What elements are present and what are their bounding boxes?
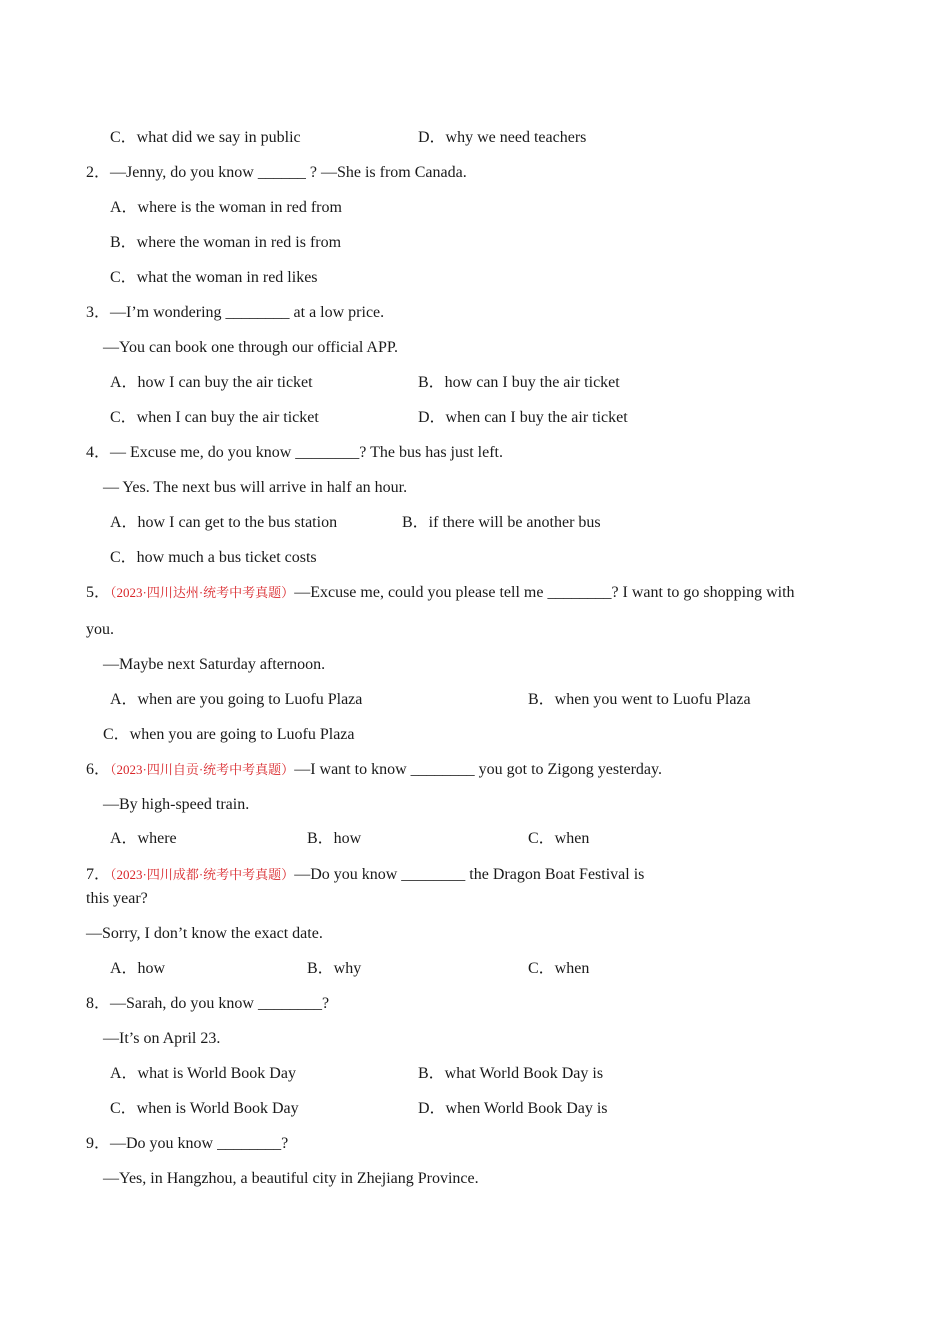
q4-option-b: B．if there will be another bus bbox=[402, 514, 601, 531]
q8-option-b: B．what World Book Day is bbox=[418, 1065, 604, 1082]
q6-reply: —By high-speed train. bbox=[103, 796, 250, 813]
q5-stem-line bbox=[86, 583, 795, 603]
q5-stem-continued: you. bbox=[86, 621, 114, 638]
q7-option-b: B．why bbox=[307, 960, 362, 977]
q9-stem: 9．—Do you know ________? bbox=[86, 1135, 289, 1152]
q3-option-c: C．when I can buy the air ticket bbox=[110, 409, 319, 426]
q8-option-c: C．when is World Book Day bbox=[110, 1100, 299, 1117]
q3-option-a: A．how I can buy the air ticket bbox=[110, 374, 313, 391]
q4-option-c: C．how much a bus ticket costs bbox=[110, 549, 317, 566]
q6-stem-line bbox=[86, 760, 662, 780]
q6-number: 6． bbox=[86, 761, 111, 778]
q6-source-tag: （2023·四川自贡·统考中考真题） bbox=[110, 762, 295, 777]
q1-option-c: C．what did we say in public bbox=[110, 129, 301, 146]
q2-option-c: C．what the woman in red likes bbox=[110, 269, 318, 286]
q2-stem: 2．—Jenny, do you know ______ ? —She is from Canada. bbox=[86, 164, 467, 181]
q7-source-tag: （2023·四川成都·统考中考真题） bbox=[110, 867, 295, 882]
q6-option-b: B．how bbox=[307, 830, 362, 847]
q5-option-b: B．when you went to Luofu Plaza bbox=[528, 691, 751, 708]
q5-option-c: C．when you are going to Luofu Plaza bbox=[103, 726, 355, 743]
q8-reply: —It’s on April 23. bbox=[103, 1030, 221, 1047]
q6-option-c: C．when bbox=[528, 830, 590, 847]
q4-reply: — Yes. The next bus will arrive in half an hour. bbox=[103, 479, 408, 496]
q3-reply: —You can book one through our official APP. bbox=[103, 339, 398, 356]
q5-stem: —Excuse me, could you please tell me ________? I want to go shopping with bbox=[294, 584, 795, 601]
q7-option-c: C．when bbox=[528, 960, 590, 977]
q5-source-tag: （2023·四川达州·统考中考真题） bbox=[110, 585, 295, 600]
q8-option-a: A．what is World Book Day bbox=[110, 1065, 296, 1082]
q6-stem: —I want to know ________ you got to Zigong yesterday. bbox=[294, 761, 662, 778]
q8-option-d: D．when World Book Day is bbox=[418, 1100, 608, 1117]
q8-stem: 8．—Sarah, do you know ________? bbox=[86, 995, 330, 1012]
q1-option-d: D．why we need teachers bbox=[418, 129, 587, 146]
q3-option-b: B．how can I buy the air ticket bbox=[418, 374, 620, 391]
q7-stem-continued: this year? bbox=[86, 890, 148, 907]
q7-option-a: A．how bbox=[110, 960, 166, 977]
q7-reply: —Sorry, I don’t know the exact date. bbox=[86, 925, 323, 942]
q5-reply: —Maybe next Saturday afternoon. bbox=[103, 656, 326, 673]
q4-stem: 4．— Excuse me, do you know ________? The bus has just left. bbox=[86, 444, 503, 461]
q7-number: 7． bbox=[86, 866, 111, 883]
q5-number: 5． bbox=[86, 584, 111, 601]
q2-option-a: A．where is the woman in red from bbox=[110, 199, 342, 216]
q6-option-a: A．where bbox=[110, 830, 177, 847]
q7-stem-line bbox=[86, 865, 644, 885]
q4-option-a: A．how I can get to the bus station bbox=[110, 514, 338, 531]
q9-reply: —Yes, in Hangzhou, a beautiful city in Zhejiang Province. bbox=[103, 1170, 479, 1187]
q3-option-d: D．when can I buy the air ticket bbox=[418, 409, 628, 426]
q7-stem: —Do you know ________ the Dragon Boat Festival is bbox=[294, 866, 645, 883]
q3-stem: 3．—I’m wondering ________ at a low price. bbox=[86, 304, 385, 321]
q2-option-b: B．where the woman in red is from bbox=[110, 234, 342, 251]
q5-option-a: A．when are you going to Luofu Plaza bbox=[110, 691, 363, 708]
